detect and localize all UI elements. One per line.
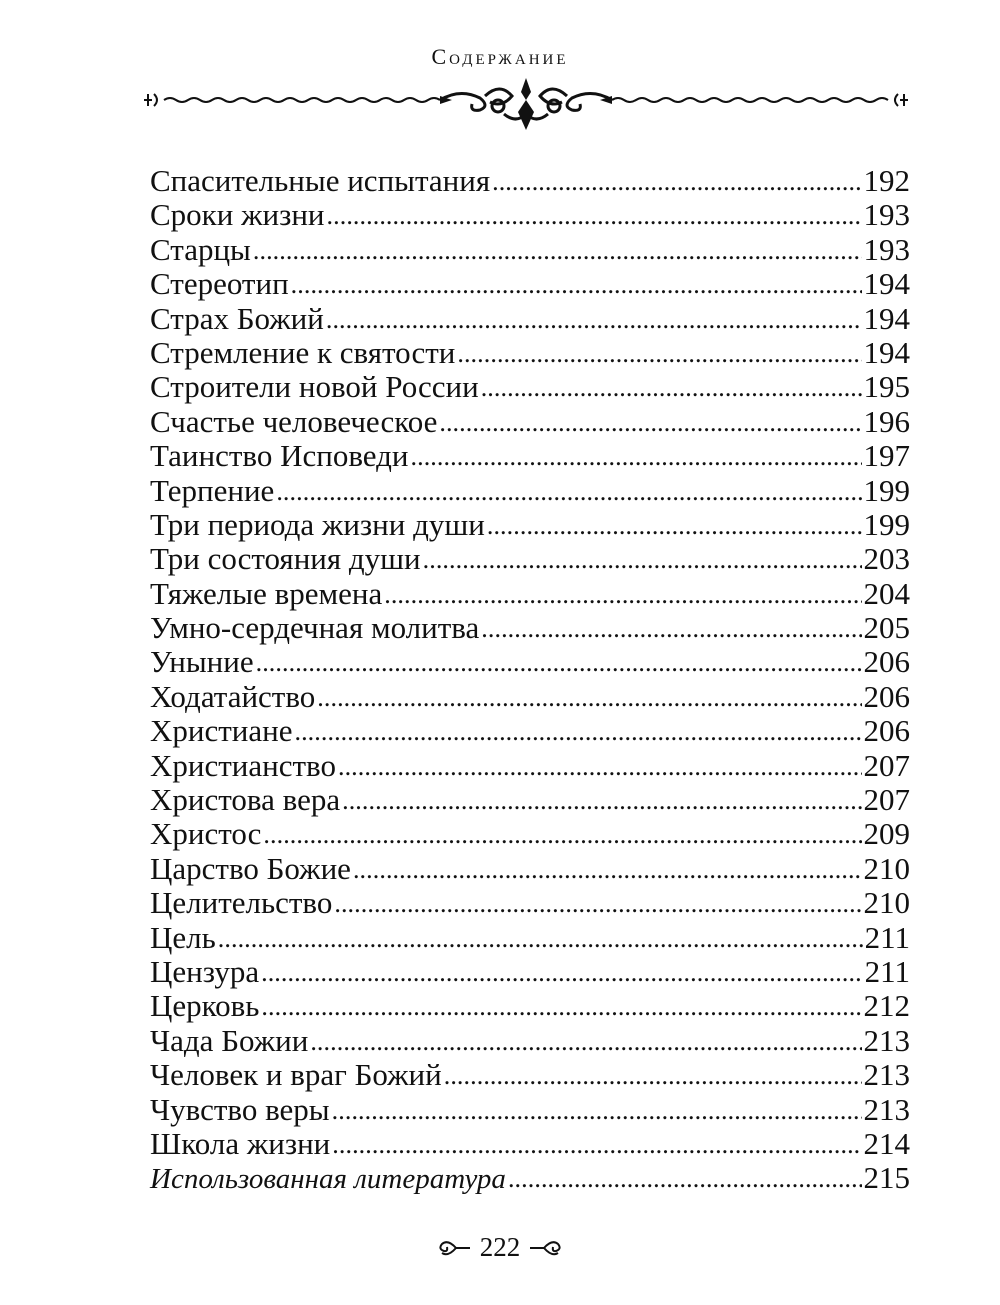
toc-entry-title: Счастье человеческое: [150, 403, 438, 439]
toc-entry-title: Школа жизни: [150, 1125, 331, 1161]
toc-entry: [150, 714, 910, 748]
toc-entry-page: 193: [863, 197, 910, 233]
toc-entry-page: 205: [863, 610, 910, 646]
dot-leader: [294, 713, 861, 749]
dot-leader: [317, 679, 861, 715]
page-number: 222: [479, 1232, 521, 1262]
toc-entry: [150, 370, 910, 404]
dot-leader: [411, 438, 862, 474]
running-header: Содержание: [431, 44, 569, 69]
toc-entry-page: 214: [863, 1125, 910, 1161]
toc-entry-title: Христос: [150, 816, 262, 852]
dot-leader: [332, 1126, 861, 1162]
dot-leader: [384, 576, 861, 612]
dot-leader: [342, 782, 861, 818]
toc-entry-title: Три состояния души: [150, 541, 421, 577]
dot-leader: [338, 748, 862, 784]
dot-leader: [481, 610, 861, 646]
toc-entry-title: Цель: [150, 919, 216, 955]
toc-entry-page: 207: [863, 747, 910, 783]
toc-entry-page: 199: [863, 506, 910, 542]
dot-leader: [444, 1057, 862, 1093]
dot-leader: [332, 1092, 862, 1128]
page-footer: [0, 1232, 1000, 1263]
toc-entry-title: Три периода жизни души: [150, 506, 485, 542]
toc-entry-page: 213: [863, 1057, 910, 1093]
toc-entry: [150, 405, 910, 439]
toc-entry-title: Церковь: [150, 988, 260, 1024]
toc-entry: [150, 542, 910, 576]
toc-entry-title: Сроки жизни: [150, 197, 325, 233]
toc-entry-page: 197: [863, 438, 910, 474]
toc-entry: [150, 1024, 910, 1058]
toc-entry-page: 215: [863, 1160, 910, 1196]
toc-entry: [150, 955, 910, 989]
toc-entry-page: 199: [863, 472, 910, 508]
toc-entry-page: 193: [863, 231, 910, 267]
table-of-contents: [150, 164, 910, 1196]
dot-leader: [253, 232, 862, 268]
toc-entry-title: Стереотип: [150, 266, 289, 302]
dot-leader: [481, 369, 862, 405]
toc-entry: [150, 267, 910, 301]
toc-entry-title: Умно-сердечная молитва: [150, 610, 480, 646]
toc-entry-title: Старцы: [150, 231, 251, 267]
toc-entry-title: Строители новой России: [150, 369, 479, 405]
toc-entry-page: 194: [863, 300, 910, 336]
toc-entry-title: Чада Божии: [150, 1022, 309, 1058]
toc-entry: [150, 989, 910, 1023]
toc-entry-page: 213: [863, 1022, 910, 1058]
dot-leader: [353, 851, 862, 887]
toc-entry: [150, 817, 910, 851]
toc-entry: [150, 749, 910, 783]
toc-entry: [150, 577, 910, 611]
toc-entry-page: 213: [863, 1091, 910, 1127]
toc-entry-page: 195: [863, 369, 910, 405]
toc-entry-title: Ходатайство: [150, 678, 316, 714]
dot-leader: [276, 473, 861, 509]
toc-entry-title: Царство Божие: [150, 850, 351, 886]
toc-entry-title: Таинство Исповеди: [150, 438, 409, 474]
toc-entry-title: Терпение: [150, 472, 275, 508]
toc-entry-page: 211: [864, 953, 910, 989]
toc-entry: [150, 233, 910, 267]
toc-entry-title: Христиане: [150, 713, 293, 749]
toc-entry-title: Уныние: [150, 644, 254, 680]
toc-entry-title: Цензура: [150, 953, 260, 989]
toc-entry-title: Тяжелые времена: [150, 575, 383, 611]
dot-leader: [326, 301, 862, 337]
dot-leader: [256, 644, 862, 680]
toc-entry-title: Целительство: [150, 885, 333, 921]
dot-leader: [487, 507, 862, 543]
toc-entry: [150, 886, 910, 920]
dot-leader: [261, 954, 863, 990]
toc-entry-title: Спасительные испытания: [150, 163, 491, 198]
dot-leader: [457, 335, 861, 371]
dot-leader: [334, 885, 861, 921]
toc-entry-page: 210: [863, 885, 910, 921]
toc-entry-page: 194: [863, 334, 910, 370]
toc-entry-title: Использованная литература: [150, 1163, 506, 1196]
toc-entry-page: 212: [863, 988, 910, 1024]
dot-leader: [310, 1023, 861, 1059]
toc-entry: [150, 1058, 910, 1092]
toc-entry: [150, 1161, 910, 1195]
toc-entry: [150, 921, 910, 955]
dot-leader: [423, 541, 862, 577]
toc-entry-page: 204: [863, 575, 910, 611]
toc-entry: [150, 508, 910, 542]
toc-entry: [150, 1127, 910, 1161]
toc-entry: [150, 783, 910, 817]
dot-leader: [327, 197, 862, 233]
dot-leader: [508, 1160, 862, 1196]
toc-entry-page: 194: [863, 266, 910, 302]
toc-entry-title: Стремление к святости: [150, 334, 456, 370]
toc-entry-title: Христова вера: [150, 782, 341, 818]
dot-leader: [439, 404, 861, 440]
dot-leader: [291, 266, 862, 302]
toc-entry: [150, 852, 910, 886]
toc-entry-title: Христианство: [150, 747, 336, 783]
toc-entry: [150, 164, 910, 198]
dot-leader: [492, 163, 861, 199]
toc-entry-page: 206: [863, 678, 910, 714]
toc-entry: [150, 1093, 910, 1127]
ornamental-divider-icon: [140, 78, 912, 132]
toc-entry-page: 206: [863, 713, 910, 749]
toc-entry: [150, 302, 910, 336]
toc-entry-title: Человек и враг Божий: [150, 1057, 442, 1093]
toc-entry-page: 211: [864, 919, 910, 955]
toc-entry: [150, 680, 910, 714]
toc-entry-page: 210: [863, 850, 910, 886]
toc-entry-page: 207: [863, 782, 910, 818]
toc-entry: [150, 474, 910, 508]
toc-entry: [150, 611, 910, 645]
toc-entry-page: 203: [863, 541, 910, 577]
scroll-ornament-icon: [528, 1237, 564, 1259]
toc-entry-page: 209: [863, 816, 910, 852]
toc-entry: [150, 336, 910, 370]
toc-entry-title: Чувство веры: [150, 1091, 330, 1127]
dot-leader: [261, 988, 861, 1024]
toc-entry-page: 192: [863, 163, 910, 198]
toc-entry-title: Страх Божий: [150, 300, 324, 336]
toc-entry: [150, 439, 910, 473]
dot-leader: [263, 816, 861, 852]
scroll-ornament-icon: [436, 1237, 472, 1259]
dot-leader: [218, 920, 863, 956]
toc-entry-page: 206: [863, 644, 910, 680]
toc-entry: [150, 645, 910, 679]
toc-entry-page: 196: [863, 403, 910, 439]
toc-entry: [150, 198, 910, 232]
